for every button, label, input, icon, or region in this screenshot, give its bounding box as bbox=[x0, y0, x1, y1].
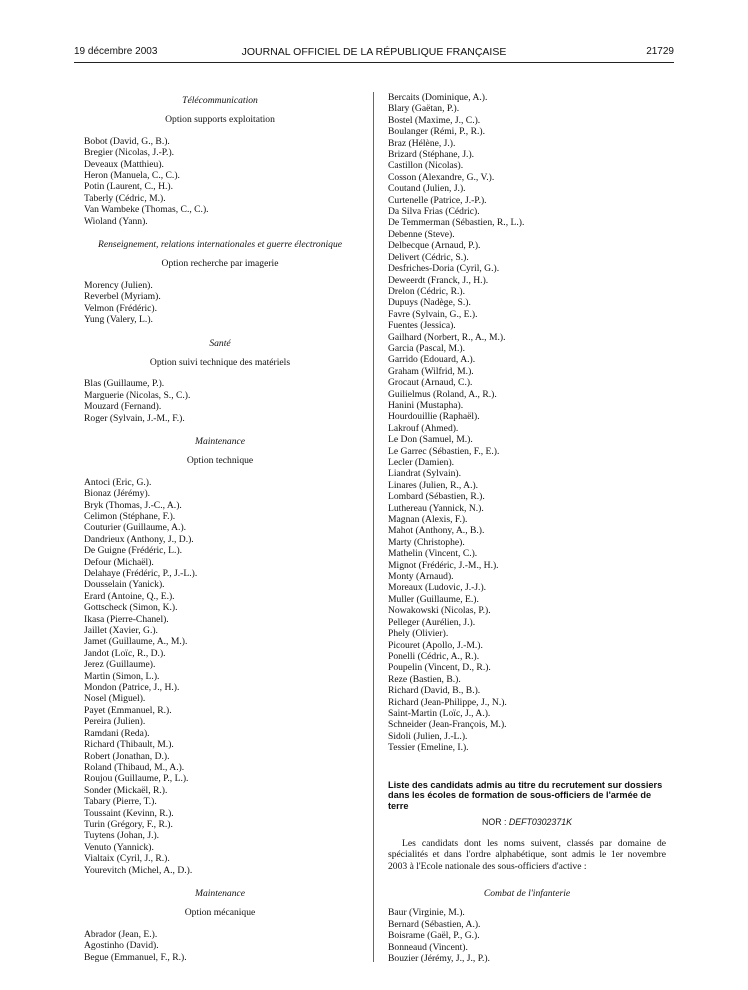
name-entry: Picouret (Apollo, J.-M.). bbox=[388, 639, 483, 651]
name-entry: Brizard (Stéphane, J.). bbox=[388, 149, 475, 161]
name-entry: Blas (Guillaume, P.). bbox=[84, 378, 165, 390]
name-entry: Boisrame (Gaël, P., G.). bbox=[388, 930, 480, 942]
name-entry: Marty (Christophe). bbox=[388, 536, 465, 548]
name-entry: Reze (Bastien, B.). bbox=[388, 673, 461, 685]
name-entry: Nosel (Miguel). bbox=[84, 693, 146, 705]
name-entry: Mondon (Patrice, J., H.). bbox=[84, 682, 180, 694]
name-entry: Da Silva Frias (Cédric). bbox=[388, 206, 480, 218]
name-entry: Graham (Wilfrid, M.). bbox=[388, 365, 474, 377]
name-entry: Gottscheck (Simon, K.). bbox=[84, 602, 178, 614]
name-entry: Tabary (Pierre, T.). bbox=[84, 796, 157, 808]
name-entry: Grocaut (Arnaud, C.). bbox=[388, 377, 473, 389]
name-entry: Poupelin (Vincent, D., R.). bbox=[388, 662, 491, 674]
name-entry: Deweerdt (Franck, J., H.). bbox=[388, 274, 489, 286]
name-entry: Agostinho (David). bbox=[84, 940, 159, 952]
section bbox=[84, 436, 356, 876]
name-entry: Desfriches-Doria (Cyril, G.). bbox=[388, 263, 500, 275]
name-entry: Velmon (Frédéric). bbox=[84, 302, 157, 314]
name-entry: Saint-Martin (Loïc, J., A.). bbox=[388, 707, 491, 719]
name-entry: Lombard (Sébastien, R.). bbox=[388, 491, 485, 503]
name-entry: Phely (Olivier). bbox=[388, 628, 449, 640]
name-entry: Roujou (Guillaume, P., L.). bbox=[84, 773, 189, 785]
name-entry: Bonneaud (Vincent). bbox=[388, 941, 468, 953]
name-entry: Pelleger (Aurélien, J.). bbox=[388, 616, 476, 628]
name-entry: Couturier (Guillaume, A.). bbox=[84, 522, 187, 534]
name-entry: Van Wambeke (Thomas, C., C.). bbox=[84, 204, 209, 216]
name-entry: Jerez (Guillaume). bbox=[84, 659, 156, 671]
name-entry: Liandrat (Sylvain). bbox=[388, 468, 461, 480]
name-entry: Hanini (Mustapha). bbox=[388, 399, 464, 411]
option-title: Option suivi technique des matériels bbox=[149, 356, 291, 368]
name-entry: Reverbel (Myriam). bbox=[84, 291, 161, 303]
name-entry: Castillon (Nicolas). bbox=[388, 160, 464, 172]
name-entry: Deveaux (Matthieu). bbox=[84, 158, 164, 170]
name-entry: Roger (Sylvain, J.-M., F.). bbox=[84, 412, 185, 424]
name-entry: Dandrieux (Anthony, J., D.). bbox=[84, 533, 194, 545]
name-entry: Taberly (Cédric, M.). bbox=[84, 192, 166, 204]
name-entry: Pereira (Julien). bbox=[84, 716, 146, 728]
section bbox=[84, 95, 356, 227]
section-title: Renseignement, relations internationales et guerre électronique bbox=[97, 239, 343, 251]
name-entry: Celimon (Stéphane, F.). bbox=[84, 510, 176, 522]
name-entry: De Temmerman (Sébastien, R., L.). bbox=[388, 217, 525, 229]
header-date: 19 décembre 2003 bbox=[74, 46, 158, 57]
nor-code: DEFT0302371K bbox=[508, 817, 572, 828]
name-entry: Schneider (Jean-François, M.). bbox=[388, 719, 507, 731]
name-entry: Turin (Grégory, F., R.). bbox=[84, 818, 173, 830]
name-entry: Delbecque (Arnaud, P.). bbox=[388, 240, 481, 252]
section-title-infanterie: Combat de l'infanterie bbox=[483, 887, 571, 899]
name-entry: De Guigne (Frédéric, L.). bbox=[84, 545, 183, 557]
name-entry: Roland (Thibaud, M., A.). bbox=[84, 761, 185, 773]
name-entry: Favre (Sylvain, G., E.). bbox=[388, 308, 478, 320]
name-entry: Le Don (Samuel, M.). bbox=[388, 434, 473, 446]
name-entry: Dousselain (Yanick). bbox=[84, 579, 165, 591]
name-entry: Ramdani (Reda). bbox=[84, 727, 150, 739]
name-entry: Braz (Hélène, J.). bbox=[388, 137, 456, 149]
name-entry: Curtenelle (Patrice, J.-P.). bbox=[388, 194, 487, 206]
name-entry: Bobot (David, G., B.). bbox=[84, 135, 170, 147]
name-entry: Guilielmus (Roland, A., R.). bbox=[388, 388, 497, 400]
option-title: Option supports exploitation bbox=[165, 114, 275, 126]
name-entry: Richard (Jean-Philippe, J., N.). bbox=[388, 696, 507, 708]
name-entry: Mouzard (Fernand). bbox=[84, 401, 162, 413]
name-entry: Tuytens (Johan, J.). bbox=[84, 830, 160, 842]
name-entry: Venuto (Yannick). bbox=[84, 841, 154, 853]
option-title: Option technique bbox=[186, 455, 254, 467]
section-title: Santé bbox=[209, 337, 231, 349]
intro-paragraph: Les candidats dont les noms suivent, classés par domaine de spécialités et dans l'ordre alphabétique, sont admis le 1er novembre 2003 à l'Ecole nationale des sous-officiers d'active : bbox=[388, 837, 666, 872]
name-entry: Fuentes (Jessica). bbox=[388, 320, 456, 332]
left-column bbox=[84, 92, 356, 975]
header-rule bbox=[74, 62, 674, 63]
name-entry: Bionaz (Jérémy). bbox=[84, 488, 151, 500]
name-entry: Martin (Simon, L.). bbox=[84, 670, 160, 682]
section-title: Maintenance bbox=[194, 435, 246, 447]
name-entry: Hourdouillie (Raphaël). bbox=[388, 411, 480, 423]
section bbox=[84, 239, 356, 325]
name-entry: Delahaye (Frédéric, P., J.-L.). bbox=[84, 568, 198, 579]
name-entry: Erard (Antoine, Q., E.). bbox=[84, 590, 175, 602]
name-entry: Ponelli (Cédric, A., R.). bbox=[388, 650, 480, 662]
name-entry: Jaillet (Xavier, G.). bbox=[84, 625, 158, 637]
section bbox=[84, 888, 356, 963]
name-entry: Ikasa (Pierre-Chanel). bbox=[84, 613, 169, 625]
name-entry: Jamet (Guillaume, A., M.). bbox=[84, 636, 188, 648]
option-title: Option mécanique bbox=[184, 907, 256, 919]
name-entry: Begue (Emmanuel, F., R.). bbox=[84, 951, 187, 963]
infanterie-name-list bbox=[388, 907, 666, 964]
name-entry: Moreaux (Ludovic, J.-J.). bbox=[388, 582, 487, 594]
nor-label: NOR : bbox=[482, 817, 507, 828]
name-entry: Magnan (Alexis, F.). bbox=[388, 514, 468, 526]
nor-reference bbox=[388, 817, 666, 828]
name-entry: Bregier (Nicolas, J.-P.). bbox=[84, 147, 175, 159]
column-divider bbox=[373, 92, 374, 962]
name-entry: Yourevitch (Michel, A., D.). bbox=[84, 864, 193, 876]
name-entry: Wioland (Yann). bbox=[84, 215, 148, 227]
name-entry: Vialtaix (Cyril, J., R.). bbox=[84, 853, 170, 865]
name-entry: Sonder (Mickaël, R.). bbox=[84, 784, 168, 796]
name-entry: Richard (Thibault, M.). bbox=[84, 739, 174, 751]
section bbox=[84, 338, 356, 424]
name-entry: Baur (Virginie, M.). bbox=[388, 907, 465, 919]
name-entry: Toussaint (Kevinn, R.). bbox=[84, 807, 174, 819]
name-entry: Delivert (Cédric, S.). bbox=[388, 251, 469, 263]
name-entry: Richard (David, B., B.). bbox=[388, 685, 481, 697]
name-entry: Bercaits (Dominique, A.). bbox=[388, 92, 488, 103]
name-entry: Linares (Julien, R., A.). bbox=[388, 479, 479, 491]
list-title: Liste des candidats admis au titre du recrutement sur dossiers dans les écoles de formation de sous-officiers de l'armée de terre bbox=[388, 779, 663, 811]
header-journal-title: JOURNAL OFFICIEL DE LA RÉPUBLIQUE FRANÇAISE bbox=[241, 46, 507, 58]
name-entry: Robert (Jonathan, D.). bbox=[84, 750, 170, 762]
name-entry: Dupuys (Nadège, S.). bbox=[388, 297, 471, 309]
name-entry: Marguerie (Nicolas, S., C.). bbox=[84, 389, 191, 401]
right-column bbox=[388, 92, 666, 964]
name-entry: Garcia (Pascal, M.). bbox=[388, 342, 465, 354]
name-entry: Cosson (Alexandre, G., V.). bbox=[388, 171, 495, 183]
name-entry: Muller (Guillaume, E.). bbox=[388, 593, 479, 605]
name-entry: Blary (Gaëtan, P.). bbox=[388, 103, 460, 115]
section-title: Télécommunication bbox=[182, 95, 258, 106]
name-entry: Bernard (Sébastien, A.). bbox=[388, 918, 481, 930]
name-entry: Payet (Emmanuel, R.). bbox=[84, 704, 172, 716]
name-entry: Abrador (Jean, E.). bbox=[84, 928, 158, 940]
name-entry: Monty (Arnaud). bbox=[388, 571, 454, 583]
name-entry: Mignot (Frédéric, J.-M., H.). bbox=[388, 559, 499, 571]
name-entry: Boulanger (Rémi, P., R.). bbox=[388, 126, 485, 138]
name-entry: Potin (Laurent, C., H.). bbox=[84, 181, 173, 193]
name-entry: Jandot (Loïc, R., D.). bbox=[84, 647, 166, 659]
name-entry: Sidoli (Julien, J.-L.). bbox=[388, 730, 468, 742]
name-entry: Yung (Valery, L.). bbox=[84, 314, 153, 326]
name-entry: Mahot (Anthony, A., B.). bbox=[388, 525, 485, 537]
name-entry: Morency (Julien). bbox=[84, 279, 153, 291]
section-title: Maintenance bbox=[194, 887, 246, 899]
name-entry: Le Garrec (Sébastien, F., E.). bbox=[388, 445, 500, 457]
name-entry: Gailhard (Norbert, R., A., M.). bbox=[388, 331, 506, 343]
name-entry: Bouzier (Jérémy, J., J., P.). bbox=[388, 953, 490, 964]
name-entry: Heron (Manuela, C., C.). bbox=[84, 170, 180, 182]
name-entry: Garrido (Edouard, A.). bbox=[388, 354, 476, 366]
name-entry: Lecler (Damien). bbox=[388, 457, 455, 468]
name-entry: Mathelin (Vincent, C.). bbox=[388, 548, 478, 560]
name-entry: Debenne (Steve). bbox=[388, 228, 455, 240]
name-entry: Antoci (Eric, G.). bbox=[84, 476, 152, 488]
name-entry: Tessier (Emeline, I.). bbox=[388, 742, 469, 754]
name-entry: Coutand (Julien, J.). bbox=[388, 183, 466, 195]
name-entry: Nowakowski (Nicolas, P.). bbox=[388, 605, 491, 617]
name-entry: Luthereau (Yannick, N.). bbox=[388, 502, 484, 514]
page-header bbox=[74, 46, 674, 62]
option-title: Option recherche par imagerie bbox=[161, 258, 279, 270]
name-entry: Bostel (Maxime, J., C.). bbox=[388, 114, 481, 126]
name-entry: Drelon (Cédric, R.). bbox=[388, 285, 465, 297]
name-entry: Lakrouf (Ahmed). bbox=[388, 422, 459, 434]
header-page-number: 21729 bbox=[646, 46, 674, 57]
name-entry: Bryk (Thomas, J.-C., A.). bbox=[84, 499, 182, 511]
right-name-list bbox=[388, 92, 666, 754]
name-entry: Defour (Michaël). bbox=[84, 556, 154, 568]
